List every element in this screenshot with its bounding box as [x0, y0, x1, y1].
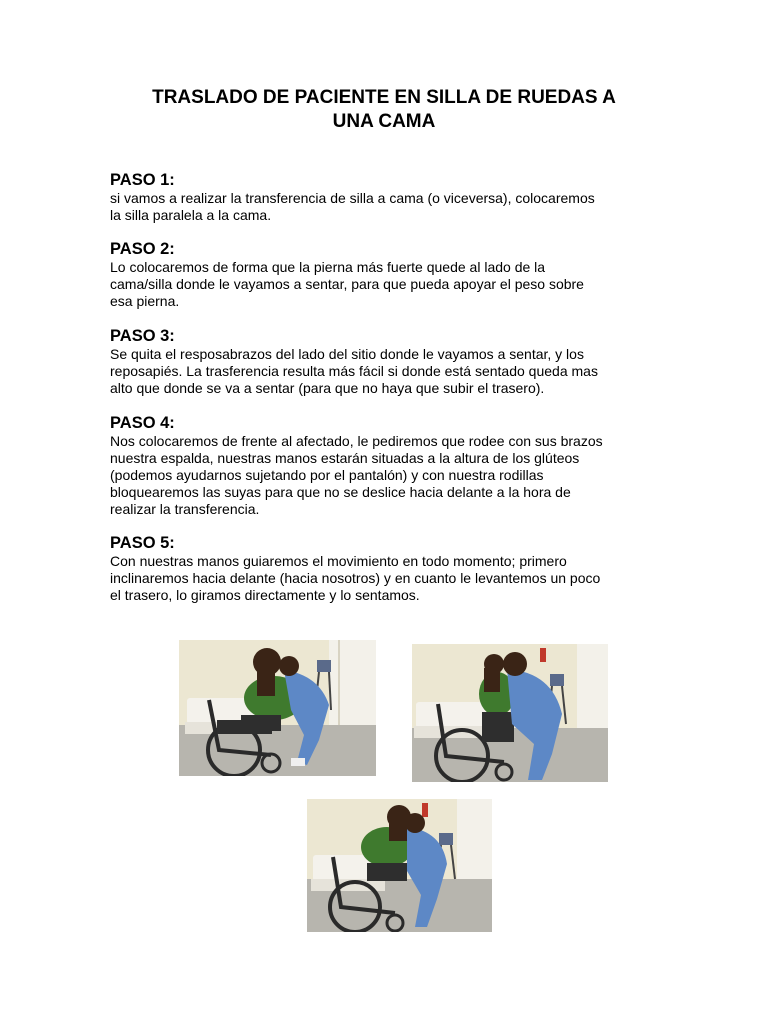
transfer-photo-2 [412, 644, 608, 782]
step-line: cama/silla donde le vayamos a sentar, para que pueda apoyar el peso sobre [110, 276, 584, 292]
step-line: el trasero, lo giramos directamente y lo sentamos. [110, 587, 420, 603]
transfer-photo-1 [179, 640, 376, 776]
step-line: realizar la transferencia. [110, 501, 260, 517]
step-line: Con nuestras manos guiaremos el movimiento en todo momento; primero [110, 553, 567, 569]
step-line: la silla paralela a la cama. [110, 207, 272, 223]
step-line: (podemos ayudarnos sujetando por el pantalón) y con nuestra rodillas [110, 467, 544, 483]
step-heading: PASO 2: [110, 240, 175, 258]
title-line-1: TRASLADO DE PACIENTE EN SILLA DE RUEDAS A [152, 87, 616, 108]
step-line: inclinaremos hacia delante (hacia nosotros) y en cuanto le levantemos un poco [110, 570, 601, 586]
document-title [110, 86, 658, 134]
step-text [110, 553, 670, 604]
step-heading: PASO 5: [110, 534, 175, 552]
step-line: Nos colocaremos de frente al afectado, le pediremos que rodee con sus brazos [110, 433, 603, 449]
step-text [110, 259, 670, 310]
step-text [110, 346, 670, 397]
step-5 [110, 534, 670, 604]
step-heading: PASO 4: [110, 414, 175, 432]
step-line: bloquearemos las suyas para que no se deslice hacia delante a la hora de [110, 484, 571, 500]
step-line: reposapiés. La trasferencia resulta más fácil si donde está sentado queda mas [110, 363, 598, 379]
step-text [110, 190, 670, 224]
step-heading: PASO 3: [110, 327, 175, 345]
step-line: Lo colocaremos de forma que la pierna más fuerte quede al lado de la [110, 259, 546, 275]
step-heading: PASO 1: [110, 171, 175, 189]
transfer-photo-3 [307, 799, 492, 932]
step-4 [110, 414, 670, 518]
title-line-2: UNA CAMA [332, 111, 436, 132]
step-line: alto que donde se va a sentar (para que no haya que subir el trasero). [110, 380, 545, 396]
step-line: esa pierna. [110, 293, 180, 309]
step-3 [110, 327, 670, 397]
step-2 [110, 240, 670, 310]
step-1 [110, 171, 670, 224]
step-line: si vamos a realizar la transferencia de silla a cama (o viceversa), colocaremos [110, 190, 595, 206]
step-line: nuestra espalda, nuestras manos estarán situadas a la altura de los glúteos [110, 450, 580, 466]
step-line: Se quita el resposabrazos del lado del sitio donde le vayamos a sentar, y los [110, 346, 584, 362]
step-text [110, 433, 670, 518]
